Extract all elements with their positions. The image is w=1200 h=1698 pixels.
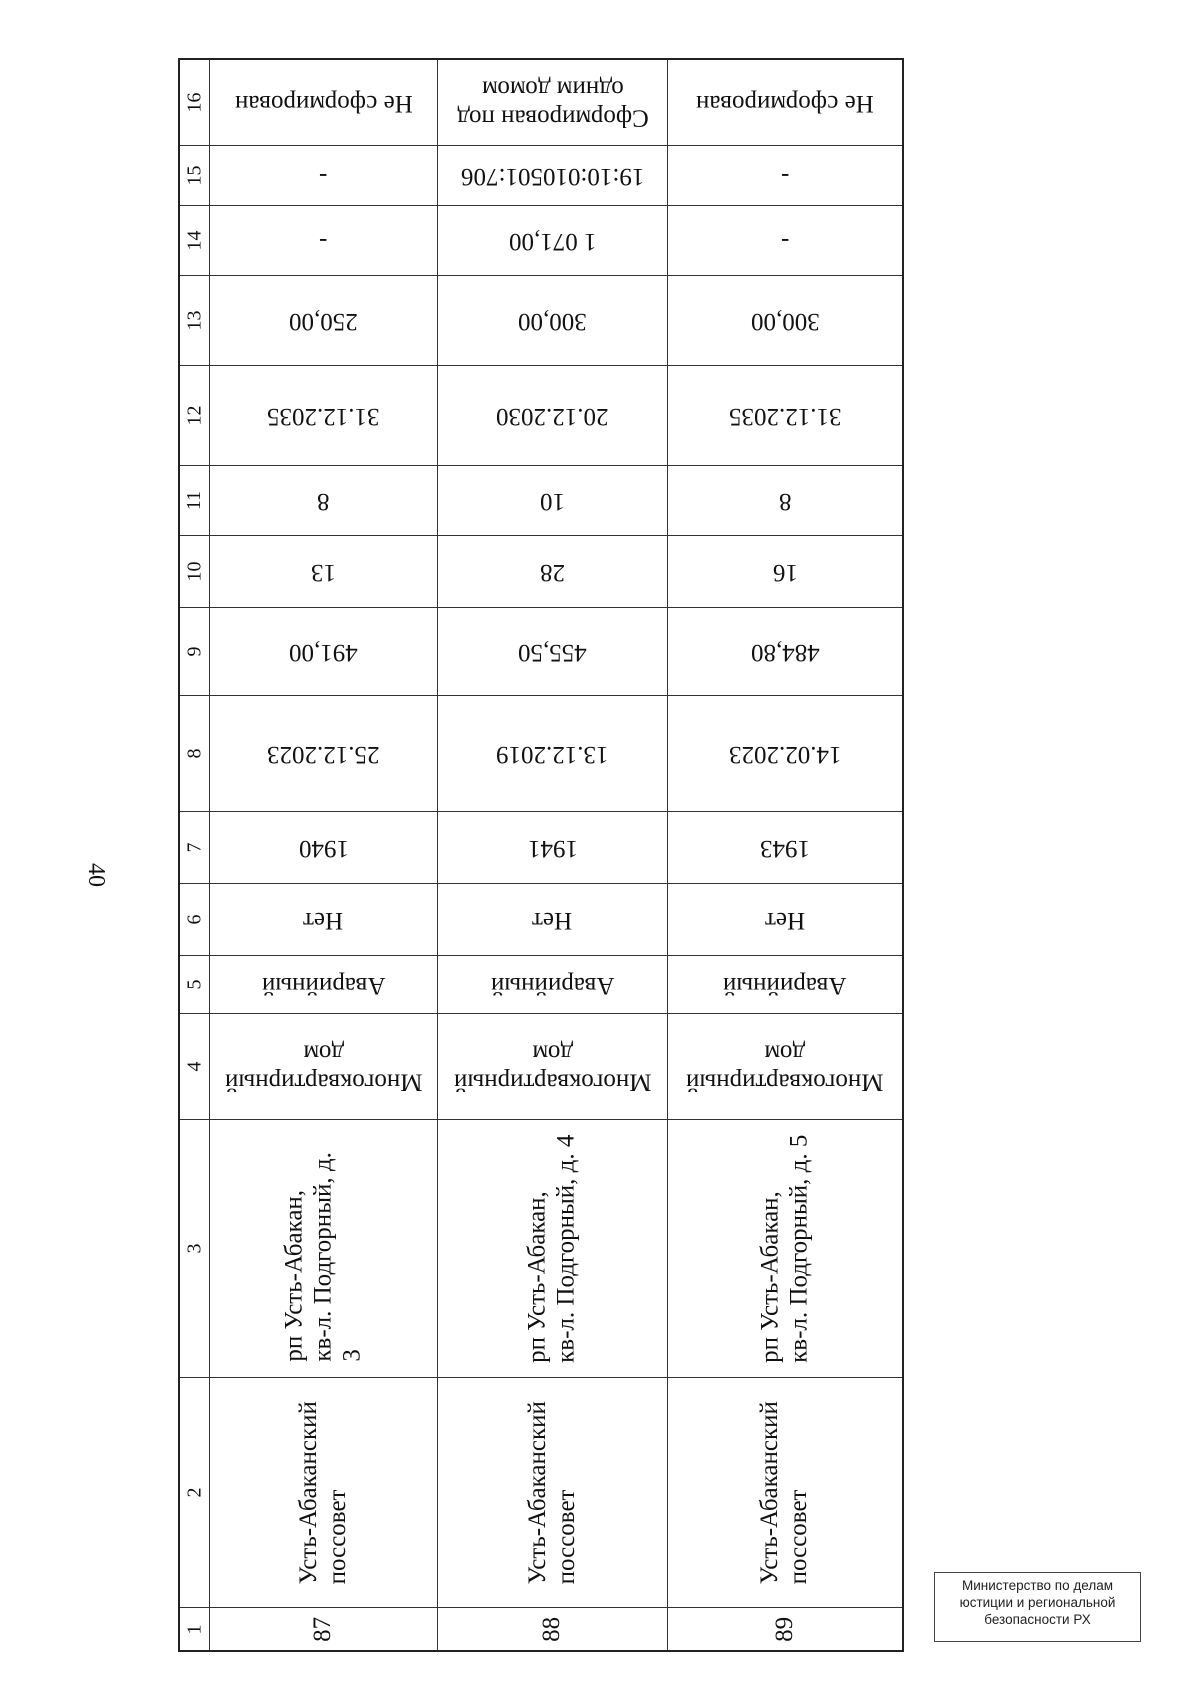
column-number-header xyxy=(180,1378,210,1608)
cell-value-area: 484,80 xyxy=(750,638,820,666)
table-cell-type xyxy=(210,1014,438,1120)
table-cell-type xyxy=(438,1014,668,1120)
cell-value-col13: 300,00 xyxy=(518,307,587,335)
column-number-header xyxy=(180,956,210,1014)
table-cell-col14 xyxy=(210,206,438,276)
address-line-2: кв-л. Подгорный, д. 3 xyxy=(309,1152,365,1362)
column-number-header xyxy=(180,466,210,536)
table-cell-num xyxy=(438,1608,668,1650)
land-status: Не сформирован xyxy=(696,89,874,117)
table-cell-area xyxy=(668,608,902,696)
table-cell-municipality xyxy=(668,1378,902,1608)
cell-value-area: 491,00 xyxy=(289,638,358,666)
row-number: 88 xyxy=(538,1616,566,1642)
cell-value-date: 14.02.2023 xyxy=(728,740,842,768)
table-cell-col10 xyxy=(438,536,668,608)
stamp-line-1: Министерство по делам xyxy=(962,1578,1113,1593)
cell-value-deadline: 31.12.2035 xyxy=(728,402,842,430)
table-cell-address xyxy=(210,1120,438,1378)
municipality-type: поссовет xyxy=(323,1489,351,1585)
column-number: 4 xyxy=(183,1061,205,1072)
cell-value-col6: Нет xyxy=(532,906,573,934)
table-cell-area xyxy=(210,608,438,696)
table-cell-col10 xyxy=(668,536,902,608)
table-cell-col13 xyxy=(668,276,902,366)
address-line-1: рп Усть-Абакан, xyxy=(280,1190,308,1362)
table-cell-year xyxy=(438,812,668,884)
column-number: 12 xyxy=(183,405,205,426)
cell-value-col10: 28 xyxy=(540,558,565,586)
cell-value-date: 25.12.2023 xyxy=(267,740,380,768)
table-cell-land xyxy=(210,60,438,146)
column-number-header xyxy=(180,1014,210,1120)
stamp-line-3: безопасности РХ xyxy=(984,1612,1091,1627)
address-line-1: рп Усть-Абакан, xyxy=(756,1190,784,1363)
column-number: 7 xyxy=(183,842,205,853)
column-number: 1 xyxy=(183,1624,205,1634)
table-cell-cadastral xyxy=(668,146,902,206)
page-number: 40 xyxy=(83,863,110,887)
cell-value-status: Аварийный xyxy=(723,971,847,999)
table-cell-col13 xyxy=(210,276,438,366)
column-number: 10 xyxy=(183,561,205,582)
column-number: 11 xyxy=(182,490,205,511)
row-number: 87 xyxy=(309,1616,337,1642)
cell-value-deadline: 20.12.2030 xyxy=(496,402,609,430)
column-number: 14 xyxy=(183,230,205,251)
cell-value-col6: Нет xyxy=(764,906,806,934)
municipality-type: поссовет xyxy=(552,1489,580,1585)
land-status: Не сформирован xyxy=(234,89,413,117)
municipality-name: Усть-Абаканский xyxy=(294,1400,322,1585)
building-type-cont: дом xyxy=(303,1039,344,1067)
table-cell-col14 xyxy=(438,206,668,276)
column-number: 6 xyxy=(183,914,205,925)
table-cell-col6 xyxy=(438,884,668,956)
building-type: Многоквартирный xyxy=(453,1068,652,1096)
table-cell-num xyxy=(210,1608,438,1650)
row-number: 89 xyxy=(770,1616,798,1642)
cell-value-col11: 8 xyxy=(778,487,792,515)
table-cell-status xyxy=(210,956,438,1014)
column-number-header xyxy=(180,276,210,366)
column-number-header xyxy=(180,146,210,206)
table-cell-col6 xyxy=(668,884,902,956)
building-type: Многоквартирный xyxy=(224,1068,423,1096)
table-cell-address xyxy=(438,1120,668,1378)
table-cell-deadline xyxy=(668,366,902,466)
table-cell-municipality xyxy=(210,1378,438,1608)
municipality-name: Усть-Абаканский xyxy=(523,1400,551,1585)
table-cell-col10 xyxy=(210,536,438,608)
cell-value-year: 1941 xyxy=(527,834,578,862)
table-cell-status xyxy=(668,956,902,1014)
column-number-header xyxy=(180,1120,210,1378)
column-number-header xyxy=(180,812,210,884)
column-number-header xyxy=(180,536,210,608)
building-type: Многоквартирный xyxy=(686,1068,884,1096)
column-number-header xyxy=(180,1608,210,1650)
column-number: 5 xyxy=(183,979,205,990)
register-table xyxy=(178,58,904,1652)
address-line-2: кв-л. Подгорный, д. 4 xyxy=(552,1134,580,1363)
column-number-header xyxy=(180,608,210,696)
cell-value-col10: 16 xyxy=(772,558,798,586)
cell-value-cadastral: - xyxy=(319,162,328,190)
table-cell-col11 xyxy=(210,466,438,536)
cell-value-cadastral: 19:10:010501:706 xyxy=(460,162,645,190)
column-number-header xyxy=(180,366,210,466)
registration-stamp xyxy=(934,1572,1141,1642)
cell-value-col13: 300,00 xyxy=(750,307,820,335)
table-cell-col14 xyxy=(668,206,902,276)
column-number: 16 xyxy=(183,92,205,113)
cell-value-area: 455,50 xyxy=(518,638,587,666)
municipality-type: поссовет xyxy=(784,1489,812,1585)
building-type-cont: дом xyxy=(532,1039,573,1067)
table-cell-date xyxy=(438,696,668,812)
cell-value-col14: - xyxy=(780,227,790,255)
cell-value-col10: 13 xyxy=(311,558,336,586)
table-cell-date xyxy=(668,696,902,812)
table-cell-land xyxy=(438,60,668,146)
column-number: 15 xyxy=(183,165,205,186)
building-type-cont: дом xyxy=(764,1039,806,1067)
column-number: 2 xyxy=(183,1487,205,1498)
column-number: 8 xyxy=(183,748,205,759)
municipality-name: Усть-Абаканский xyxy=(756,1400,784,1585)
table-cell-status xyxy=(438,956,668,1014)
cell-value-status: Аварийный xyxy=(490,971,615,999)
cell-value-year: 1940 xyxy=(298,834,349,862)
table-cell-area xyxy=(438,608,668,696)
table-cell-year xyxy=(210,812,438,884)
table-cell-type xyxy=(668,1014,902,1120)
table-cell-date xyxy=(210,696,438,812)
table-cell-cadastral xyxy=(210,146,438,206)
column-number: 9 xyxy=(183,646,205,657)
cell-value-deadline: 31.12.2035 xyxy=(267,402,380,430)
cell-value-cadastral: - xyxy=(780,162,790,190)
cell-value-date: 13.12.2019 xyxy=(496,740,609,768)
column-number: 13 xyxy=(183,310,205,331)
table-cell-address xyxy=(668,1120,902,1378)
land-status: Сформирован под xyxy=(456,104,649,132)
cell-value-status: Аварийный xyxy=(261,971,386,999)
table-cell-col11 xyxy=(668,466,902,536)
table-cell-land xyxy=(668,60,902,146)
cell-value-year: 1943 xyxy=(760,834,810,862)
table-cell-municipality xyxy=(438,1378,668,1608)
table-cell-year xyxy=(668,812,902,884)
column-number-header xyxy=(180,696,210,812)
cell-value-col14: 1 071,00 xyxy=(508,227,597,255)
table-cell-deadline xyxy=(438,366,668,466)
table-cell-col11 xyxy=(438,466,668,536)
land-status-cont: одним домом xyxy=(481,75,624,103)
cell-value-col11: 10 xyxy=(540,487,565,515)
cell-value-col13: 250,00 xyxy=(289,307,358,335)
column-number: 3 xyxy=(183,1243,205,1254)
table-cell-col13 xyxy=(438,276,668,366)
column-number-header xyxy=(180,884,210,956)
table-cell-deadline xyxy=(210,366,438,466)
cell-value-col11: 8 xyxy=(317,487,330,515)
table-cell-num xyxy=(668,1608,902,1650)
address-line-1: рп Усть-Абакан, xyxy=(523,1190,551,1363)
column-number-header xyxy=(180,206,210,276)
cell-value-col14: - xyxy=(319,227,328,255)
table-cell-cadastral xyxy=(438,146,668,206)
cell-value-col6: Нет xyxy=(303,906,344,934)
address-line-2: кв-л. Подгорный, д. 5 xyxy=(785,1134,812,1363)
table-cell-col6 xyxy=(210,884,438,956)
column-number-header xyxy=(180,60,210,146)
stamp-line-2: юстиции и региональной xyxy=(959,1595,1116,1610)
